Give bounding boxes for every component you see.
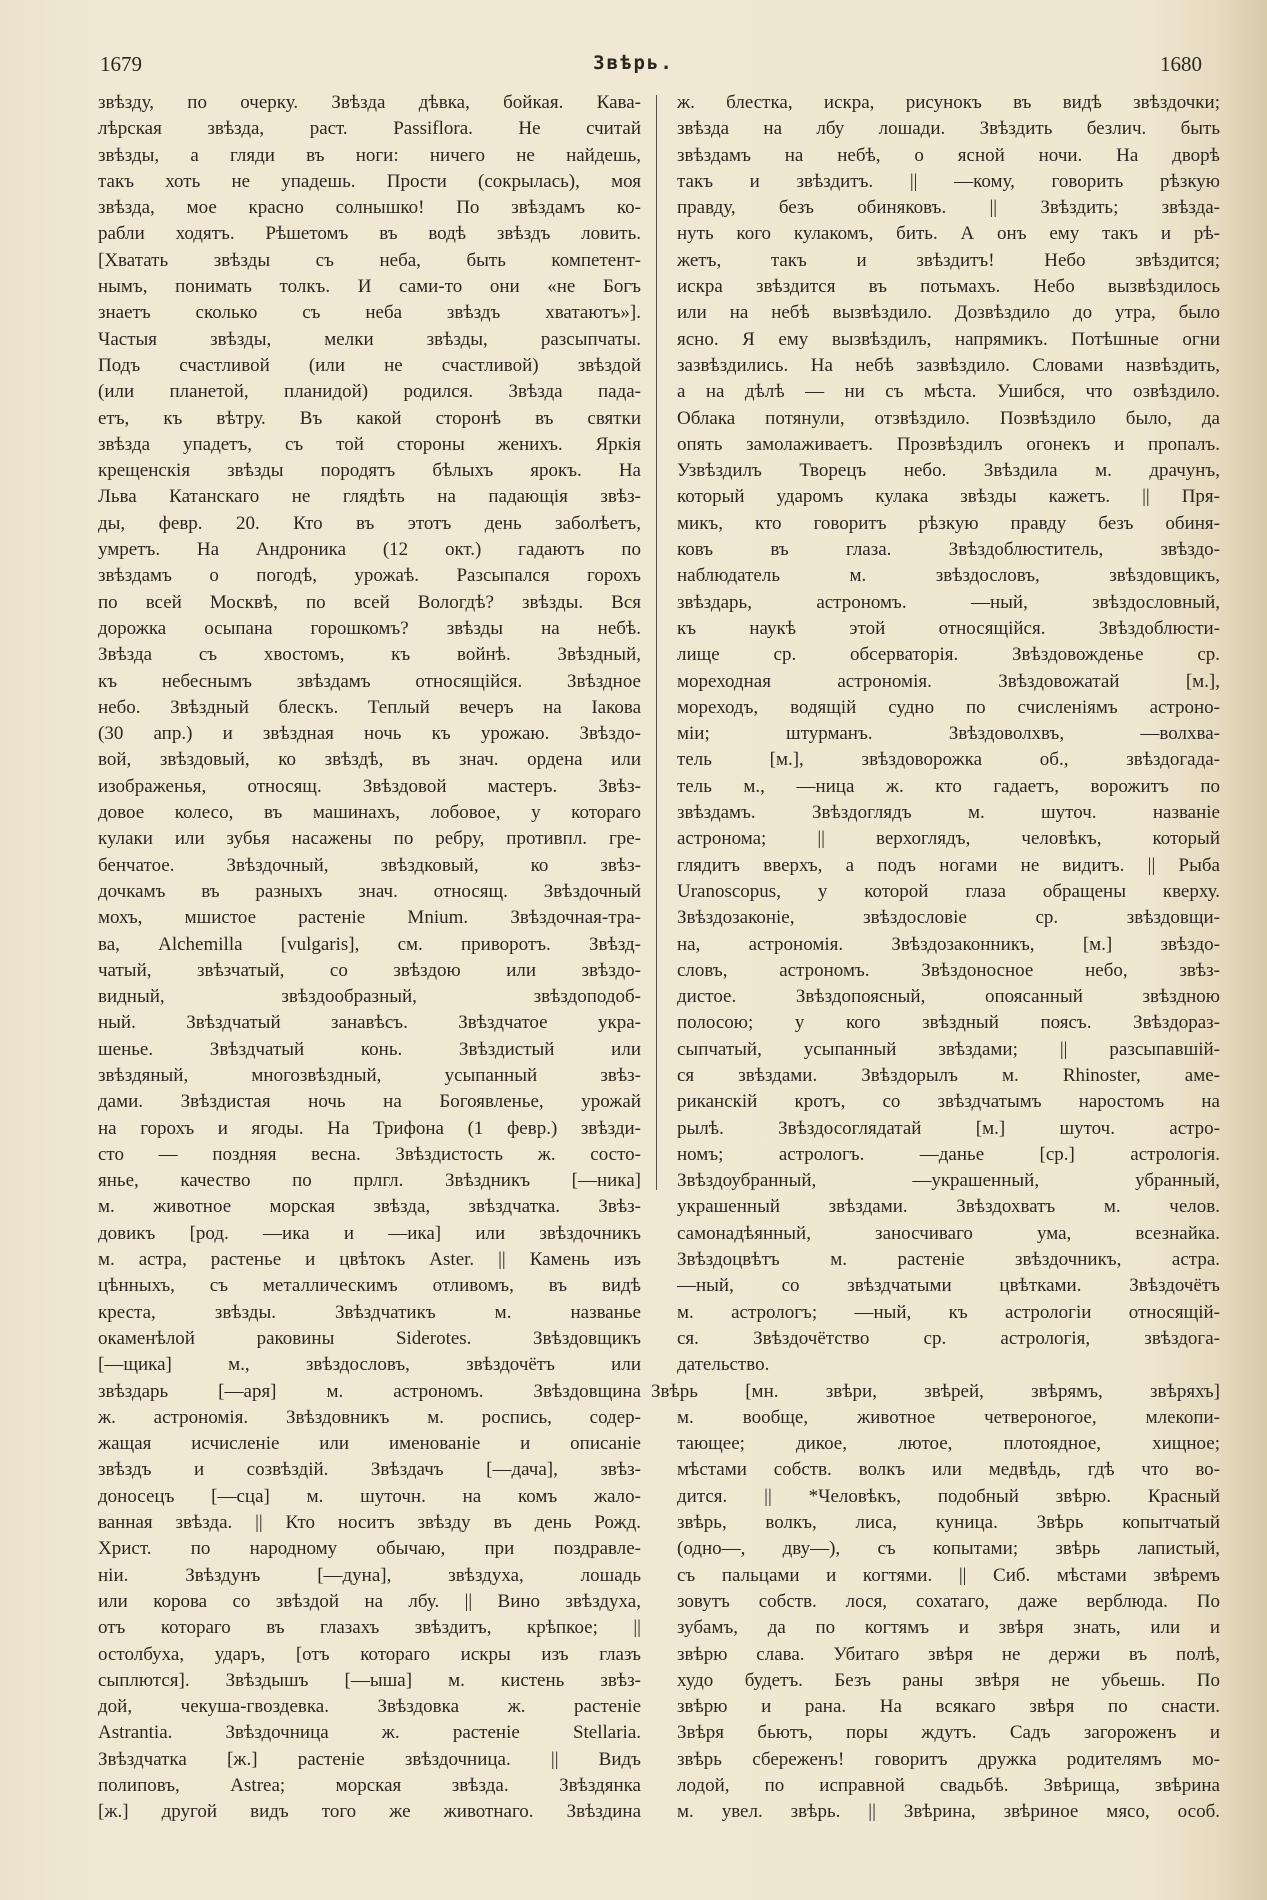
- text-line: ковъ въ глаза. Звѣздоблюститель, звѣздо-: [677, 539, 1220, 561]
- page-number-right: 1680: [1160, 52, 1202, 76]
- text-line: Звѣздоубранный, —украшенный, убранный,: [677, 1170, 1220, 1192]
- left-column: [98, 90, 641, 1826]
- text-line: рабли ходятъ. Рѣшетомъ въ водѣ звѣздъ ловить.: [98, 223, 641, 245]
- text-line: Звѣздчатка [ж.] растеніе звѣздочница. || Видъ: [98, 1748, 641, 1770]
- text-line: Звѣря бьютъ, поры ждутъ. Садъ загороженъ и: [677, 1722, 1220, 1744]
- column-divider: [656, 95, 657, 1190]
- text-line: звѣздарь [—аря] м. астрономъ. Звѣздовщина: [98, 1380, 641, 1402]
- text-line: етъ, къ вѣтру. Въ какой сторонѣ въ святки: [98, 407, 641, 429]
- text-line: или корова со звѣздой на лбу. || Вино звѣздуха,: [98, 1590, 641, 1612]
- text-line: довикъ [род. —ика и —ика] или звѣздочникъ: [98, 1222, 641, 1244]
- text-line: глядитъ вверхъ, а подъ ногами не видитъ. || Рыба: [677, 854, 1220, 876]
- text-line: вой, звѣздовый, ко звѣздѣ, въ знач. ордена или: [98, 749, 641, 771]
- text-line: сто — поздняя весна. Звѣздистость ж. состо-: [98, 1143, 641, 1165]
- text-line: риканскій кротъ, со звѣздчатымъ наростомъ на: [677, 1091, 1220, 1113]
- text-line: зубамъ, да по когтямъ и звѣря знать, или и: [677, 1617, 1220, 1639]
- text-line: остолбуха, ударъ, [отъ котораго искры изъ глазъ: [98, 1643, 641, 1665]
- text-line: окаменѣлой раковины Siderotes. Звѣздовщикъ: [98, 1327, 641, 1349]
- text-line: ся звѣздами. Звѣздорылъ м. Rhinoster, аме-: [677, 1064, 1220, 1086]
- text-line: звѣздамъ. Звѣздоглядъ м. шуточ. названіе: [677, 802, 1220, 824]
- text-line: крещенскія звѣзды породятъ бѣлыхъ ярокъ. На: [98, 460, 641, 482]
- text-line: ясно. Я ему вызвѣздилъ, напрямикъ. Потѣшные огни: [677, 328, 1220, 350]
- text-line: чатый, звѣзчатый, со звѣздою или звѣздо-: [98, 959, 641, 981]
- text-line: съ пальцами и когтями. || Сиб. мѣстами звѣремъ: [677, 1564, 1220, 1586]
- text-line: отъ котораго въ глазахъ звѣздитъ, крѣпкое; ||: [98, 1617, 641, 1639]
- right-column: [651, 90, 1220, 1826]
- text-line: ж. астрономія. Звѣздовникъ м. роспись, содер-: [98, 1406, 641, 1428]
- text-line: на горохъ и ягоды. На Трифона (1 февр.) звѣзди-: [98, 1117, 641, 1139]
- text-line: м. вообще, животное четвероногое, млекопи-: [677, 1406, 1220, 1428]
- text-line: а на дѣлѣ — ни съ мѣста. Ушибся, что озвѣздило.: [677, 381, 1220, 403]
- text-line: ся. Звѣздочётство ср. астрологія, звѣздога-: [677, 1327, 1220, 1349]
- text-line: самонадѣянный, заносчиваго ума, всезнайка.: [677, 1222, 1220, 1244]
- text-line: украшенный звѣздами. Звѣздохватъ м. челов.: [677, 1196, 1220, 1218]
- text-line: дочкамъ въ разныхъ знач. относящ. Звѣздочный: [98, 880, 641, 902]
- text-line: лище ср. обсерваторія. Звѣздовожденье ср.: [677, 644, 1220, 666]
- page-number-left: 1679: [100, 52, 142, 76]
- text-line: небо. Звѣздный блескъ. Теплый вечеръ на Іакова: [98, 696, 641, 718]
- text-line: тающее; дикое, лютое, плотоядное, хищное;: [677, 1433, 1220, 1455]
- text-line: сыпчатый, усыпанный звѣздами; || разсыпавшій-: [677, 1038, 1220, 1060]
- text-line: рылѣ. Звѣздосоглядатай [м.] шуточ. астро-: [677, 1117, 1220, 1139]
- text-line: мореходная астрономія. Звѣздовожатай [м.],: [677, 670, 1220, 692]
- text-line: звѣздамъ о погодѣ, урожаѣ. Разсыпался горохъ: [98, 565, 641, 587]
- text-line: цѣнныхъ, съ металлическимъ отливомъ, въ видѣ: [98, 1275, 641, 1297]
- text-line: звѣзду, по очерку. Звѣзда дѣвка, бойкая. Кава-: [98, 92, 641, 113]
- text-line: янье, качество по прлгл. Звѣздникъ [—ника]: [98, 1170, 641, 1192]
- text-line: ж. блестка, искра, рисунокъ въ видѣ звѣздочки;: [677, 92, 1220, 113]
- text-line: лодой, по исправной свадьбѣ. Звѣрища, звѣрина: [677, 1775, 1220, 1796]
- text-line: дится. || *Человѣкъ, подобный звѣрю. Красный: [677, 1485, 1220, 1507]
- text-line: зазвѣздились. На небѣ зазвѣздило. Словами назвѣздить,: [677, 354, 1220, 376]
- text-line: дательство.: [677, 1354, 770, 1376]
- text-line: Льва Катанскаго не глядѣть на падающія звѣз-: [98, 486, 641, 508]
- text-line: такъ хоть не упадешь. Прости (сокрылась), моя: [98, 170, 641, 192]
- text-line: ніи. Звѣздунъ [—дуна], звѣздуха, лошадь: [98, 1564, 641, 1586]
- text-line: звѣрь сбереженъ! говоритъ дружка родителямъ мо-: [677, 1748, 1220, 1770]
- text-line: мохъ, мшистое растеніе Mnium. Звѣздочная-тра-: [98, 907, 641, 929]
- text-line: Звѣзда съ хвостомъ, къ войнѣ. Звѣздный,: [98, 644, 641, 666]
- text-line: довое колесо, въ машинахъ, лобовое, у котораго: [98, 802, 641, 824]
- text-line: Звѣрь [мн. звѣри, звѣрей, звѣрямъ, звѣряхъ]: [651, 1380, 1220, 1402]
- text-line: [Хватать звѣзды съ неба, быть компетент-: [98, 249, 641, 271]
- text-line: кулаки или зубья насажены по ребру, противпл. гре-: [98, 828, 641, 850]
- text-line: шенье. Звѣздчатый конь. Звѣздистый или: [98, 1038, 641, 1060]
- text-line: умретъ. На Андроника (12 окт.) гадаютъ по: [98, 539, 641, 561]
- text-line: звѣздарь, астрономъ. —ный, звѣздословный,: [677, 591, 1220, 613]
- text-line: [—щика] м., звѣздословъ, звѣздочётъ или: [98, 1354, 641, 1376]
- text-line: м. животное морская звѣзда, звѣздчатка. Звѣз-: [98, 1196, 641, 1218]
- text-line: дорожка осыпана горошкомъ? звѣзды на небѣ.: [98, 617, 641, 639]
- text-line: къ наукѣ этой относящійся. Звѣздоблюсти-: [677, 617, 1220, 639]
- text-line: дой, чекуша-гвоздевка. Звѣздовка ж. растеніе: [98, 1696, 641, 1718]
- text-line: такъ и звѣздитъ. || —кому, говорить рѣзкую: [677, 170, 1220, 192]
- text-line: мореходъ, водящій судно по счисленіямъ астроно-: [677, 696, 1220, 718]
- text-line: дами. Звѣздистая ночь на Богоявленье, урожай: [98, 1091, 641, 1113]
- text-line: нымъ, понимать толкъ. И сами-то они «не Богъ: [98, 276, 641, 298]
- text-line: Astrantia. Звѣздочница ж. растеніе Stellaria.: [98, 1722, 641, 1744]
- text-line: креста, звѣзды. Звѣздчатикъ м. названье: [98, 1301, 641, 1323]
- text-line: жетъ, такъ и звѣздитъ! Небо звѣздится;: [677, 249, 1220, 271]
- text-line: звѣзда, мое красно солнышко! По звѣздамъ ко-: [98, 197, 641, 219]
- text-line: (30 апр.) и звѣздная ночь къ урожаю. Звѣздо-: [98, 723, 641, 745]
- text-line: м. астрологъ; —ный, къ астрологіи относящій-: [677, 1301, 1220, 1323]
- text-line: микъ, кто говоритъ рѣзкую правду безъ обиня-: [677, 512, 1220, 534]
- text-line: сыплются]. Звѣздышъ [—ыша] м. кистень звѣз-: [98, 1669, 641, 1691]
- text-line: міи; штурманъ. Звѣздоволхвъ, —волхва-: [677, 723, 1220, 745]
- text-line: ва, Alchemilla [vulgaris], см. приворотъ. Звѣзд-: [98, 933, 641, 955]
- text-line: лѣрская звѣзда, раст. Passiflora. Не считай: [98, 118, 641, 140]
- text-line: Узвѣздилъ Творецъ небо. Звѣздила м. драчунъ,: [677, 460, 1220, 482]
- text-line: который ударомъ кулака звѣзды кажетъ. || Пря-: [677, 486, 1220, 508]
- text-line: звѣздяный, многозвѣздный, усыпанный звѣз-: [98, 1064, 641, 1086]
- text-line: Облака потянули, отзвѣздило. Позвѣздило было, да: [677, 407, 1220, 429]
- text-line: изображенья, относящ. Звѣздовой мастеръ. Звѣз-: [98, 775, 641, 797]
- text-line: Подъ счастливой (или не счастливой) звѣздой: [98, 354, 641, 376]
- text-line: мѣстами собств. волкъ или медвѣдь, гдѣ что во-: [677, 1459, 1220, 1481]
- text-line: —ный, со звѣздчатыми цвѣтками. Звѣздочётъ: [677, 1275, 1220, 1297]
- text-line: звѣзды, а гляди въ ноги: ничего не найдешь,: [98, 144, 641, 166]
- text-line: жащая исчисленіе или именованіе и описаніе: [98, 1433, 641, 1455]
- text-line: зовутъ собств. лося, сохатаго, даже верблюда. По: [677, 1590, 1220, 1612]
- text-line: звѣздамъ на небѣ, о ясной ночи. На дворѣ: [677, 144, 1220, 166]
- text-line: доносецъ [—сца] м. шуточн. на комъ жало-: [98, 1485, 641, 1507]
- text-line: полиповъ, Astrea; морская звѣзда. Звѣздянка: [98, 1775, 641, 1796]
- text-line: ды, февр. 20. Кто въ этотъ день заболѣетъ,: [98, 512, 641, 534]
- text-line: правду, безъ обиняковъ. || Звѣздить; звѣзда-: [677, 197, 1220, 219]
- text-line: тель м., —ница ж. кто гадаетъ, ворожитъ по: [677, 775, 1220, 797]
- text-line: ванная звѣзда. || Кто носитъ звѣзду въ день Рожд.: [98, 1512, 641, 1534]
- text-line: (одно—, дву—), съ копытами; звѣрь лапистый,: [677, 1538, 1220, 1560]
- text-line: Uranoscopus, у которой глаза обращены кверху.: [677, 880, 1220, 902]
- text-line: худо будетъ. Безъ раны звѣря не убьешь. По: [677, 1669, 1220, 1691]
- text-line: или на небѣ вызвѣздило. Дозвѣздило до утра, было: [677, 302, 1220, 324]
- text-line: наблюдатель м. звѣздословъ, звѣздовщикъ,: [677, 565, 1220, 587]
- text-line: словъ, астрономъ. Звѣздоносное небо, звѣз-: [677, 959, 1220, 981]
- running-head: Звѣрь.: [593, 52, 674, 74]
- text-line: м. астра, растенье и цвѣтокъ Aster. || Камень изъ: [98, 1249, 641, 1271]
- text-line: знаетъ сколько съ неба звѣздъ хватаютъ»].: [98, 302, 641, 324]
- text-line: номъ; астрологъ. —данье [ср.] астрологія.: [677, 1143, 1220, 1165]
- text-line: астронома; || верхоглядъ, человѣкъ, который: [677, 828, 1220, 850]
- text-line: бенчатое. Звѣздочный, звѣздковый, ко звѣз-: [98, 854, 641, 876]
- text-line: по всей Москвѣ, по всей Вологдѣ? звѣзды. Вся: [98, 591, 641, 613]
- text-line: звѣрю слава. Убитаго звѣря не держи въ полѣ,: [677, 1643, 1220, 1665]
- text-line: звѣзда на лбу лошади. Звѣздить безлич. быть: [677, 118, 1220, 140]
- text-line: на, астрономія. Звѣздозаконникъ, [м.] звѣздо-: [677, 933, 1220, 955]
- text-line: нуть кого кулакомъ, бить. А онъ ему такъ и рѣ-: [677, 223, 1220, 245]
- text-line: Христ. по народному обычаю, при поздравле-: [98, 1538, 641, 1560]
- text-line: къ небеснымъ звѣздамъ относящійся. Звѣздное: [98, 670, 641, 692]
- text-line: тель [м.], звѣздоворожка об., звѣздогада-: [677, 749, 1220, 771]
- text-line: полосою; у кого звѣздный поясъ. Звѣздораз-: [677, 1012, 1220, 1034]
- text-line: Частыя звѣзды, мелки звѣзды, разсыпчаты.: [98, 328, 641, 350]
- text-line: (или планетой, планидой) родился. Звѣзда пада-: [98, 381, 641, 403]
- text-line: звѣрь, волкъ, лиса, куница. Звѣрь копытчатый: [677, 1512, 1220, 1534]
- text-line: искра звѣздится въ потьмахъ. Небо вызвѣздилось: [677, 276, 1220, 298]
- text-line: Звѣздозаконіе, звѣздословіе ср. звѣздовщи-: [677, 907, 1220, 929]
- text-line: м. увел. звѣрь. || Звѣрина, звѣриное мясо, особ.: [677, 1801, 1220, 1823]
- text-line: Звѣздоцвѣтъ м. растеніе звѣздочникъ, астра.: [677, 1249, 1220, 1271]
- text-line: звѣрю и рана. На всякаго звѣря по снасти.: [677, 1696, 1220, 1718]
- text-line: дистое. Звѣздопоясный, опоясанный звѣздною: [677, 986, 1220, 1008]
- text-line: звѣздъ и созвѣздій. Звѣздачъ [—дача], звѣз-: [98, 1459, 641, 1481]
- text-line: ный. Звѣздчатый занавѣсъ. Звѣздчатое укра-: [98, 1012, 641, 1034]
- text-line: звѣзда упадетъ, съ той стороны женихъ. Яркія: [98, 433, 641, 455]
- text-line: опять замолаживаетъ. Прозвѣздилъ огонекъ и пропалъ.: [677, 433, 1220, 455]
- text-line: [ж.] другой видъ того же животнаго. Звѣздина: [98, 1801, 641, 1823]
- text-line: видный, звѣздообразный, звѣздоподоб-: [98, 986, 641, 1008]
